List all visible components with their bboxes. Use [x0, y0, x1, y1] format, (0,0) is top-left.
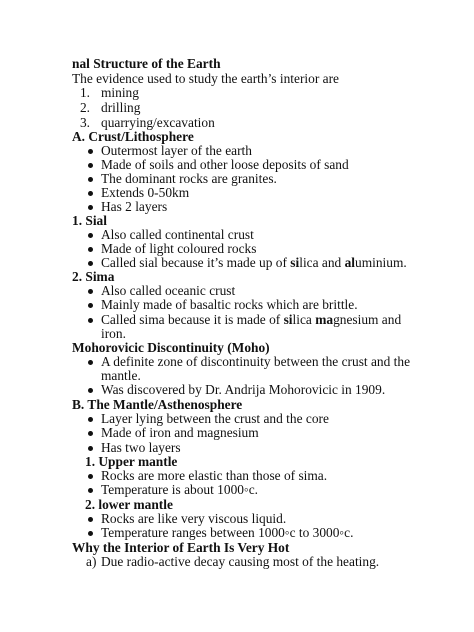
crust-bullet-5: Has 2 layers: [101, 199, 168, 214]
bullet-icon: [88, 191, 93, 196]
why-hot-item-text: Due radio-active decay causing most of the heating.: [101, 554, 380, 569]
sial-b3-post: uminium.: [355, 255, 407, 270]
sial-bullet-2: Made of light coloured rocks: [101, 241, 257, 256]
sima-bullet-3: [101, 312, 401, 327]
sima-b3-post: gnesium and: [333, 312, 402, 327]
sima-title: 2. Sima: [72, 269, 115, 284]
mantle-bullet-2: Made of iron and magnesium: [101, 425, 259, 440]
moho-bullet-1: A definite zone of discontinuity between the crust and the: [101, 354, 411, 369]
crust-bullet-2: Made of soils and other loose deposits of sand: [101, 157, 349, 172]
evidence-item-1: mining: [101, 85, 139, 100]
crust-bullet-3: The dominant rocks are granites.: [101, 171, 277, 186]
mantle-bullet-3: Has two layers: [101, 440, 181, 455]
sima-b3-bold-si: si: [283, 312, 293, 327]
evidence-num-2: 2.: [79, 100, 90, 115]
section-a-title: A. Crust/Lithosphere: [72, 129, 194, 144]
bullet-icon: [88, 474, 93, 479]
evidence-item-2: drilling: [101, 100, 141, 115]
bullet-icon: [88, 205, 93, 210]
lower-mantle-bullet-2: Temperature ranges between 1000◦c to 3000◦c.: [101, 525, 354, 540]
bullet-icon: [88, 177, 93, 182]
mantle-bullet-1: Layer lying between the crust and the core: [101, 411, 329, 426]
bullet-icon: [88, 149, 93, 154]
sima-b3-bold-ma: ma: [315, 312, 334, 327]
upper-mantle-label: 1. Upper mantle: [85, 454, 178, 469]
bullet-icon: [88, 388, 93, 393]
bullet-icon: [88, 233, 93, 238]
upper-mantle-bullet-1: Rocks are more elastic than those of sima.: [101, 468, 328, 483]
sial-b3-bold-al: al: [344, 255, 355, 270]
moho-bullet-1-cont: mantle.: [101, 368, 141, 383]
bullet-icon: [88, 517, 93, 522]
why-hot-title: Why the Interior of Earth Is Very Hot: [72, 540, 290, 555]
moho-bullet-2: Was discovered by Dr. Andrija Mohorovicic in 1909.: [101, 382, 386, 397]
sial-bullet-1: Also called continental crust: [101, 227, 254, 242]
intro-text: The evidence used to study the earth’s interior are: [72, 71, 339, 86]
bullet-icon: [88, 446, 93, 451]
sima-b3-pre: Called sima because it is made of: [101, 312, 284, 327]
bullet-icon: [88, 431, 93, 436]
bullet-icon: [88, 163, 93, 168]
page-heading: nal Structure of the Earth: [72, 56, 221, 71]
why-hot-item-label: a): [86, 554, 97, 569]
bullet-icon: [88, 531, 93, 536]
evidence-num-1: 1.: [79, 85, 90, 100]
bullet-icon: [88, 289, 93, 294]
evidence-num-3: 3.: [79, 115, 90, 130]
lower-mantle-bullet-1: Rocks are like very viscous liquid.: [101, 511, 287, 526]
bullet-icon: [88, 303, 93, 308]
bullet-icon: [88, 247, 93, 252]
moho-title: Mohorovicic Discontinuity (Moho): [72, 340, 270, 355]
sial-b3-pre: Called sial because it’s made up of: [101, 255, 291, 270]
sima-bullet-2: Mainly made of basaltic rocks which are brittle.: [101, 297, 358, 312]
sial-b3-bold-si: si: [290, 255, 300, 270]
section-b-title: B. The Mantle/Asthenosphere: [72, 397, 243, 412]
sima-bullet-1: Also called oceanic crust: [101, 283, 236, 298]
sial-b3-mid: lica and: [299, 255, 345, 270]
crust-bullet-4: Extends 0-50km: [101, 185, 190, 200]
sima-bullet-3-cont: iron.: [101, 326, 126, 341]
lower-mantle-label: 2. lower mantle: [85, 497, 173, 512]
upper-mantle-bullet-2: Temperature is about 1000◦c.: [101, 482, 259, 497]
bullet-icon: [88, 488, 93, 493]
bullet-icon: [88, 360, 93, 365]
bullet-icon: [88, 261, 93, 266]
evidence-item-3: quarrying/excavation: [101, 115, 215, 130]
sial-bullet-3: [101, 255, 407, 270]
bullet-icon: [88, 417, 93, 422]
sial-title: 1. Sial: [72, 213, 107, 228]
crust-bullet-1: Outermost layer of the earth: [101, 143, 252, 158]
sima-b3-mid: lica: [292, 312, 316, 327]
bullet-icon: [88, 318, 93, 323]
